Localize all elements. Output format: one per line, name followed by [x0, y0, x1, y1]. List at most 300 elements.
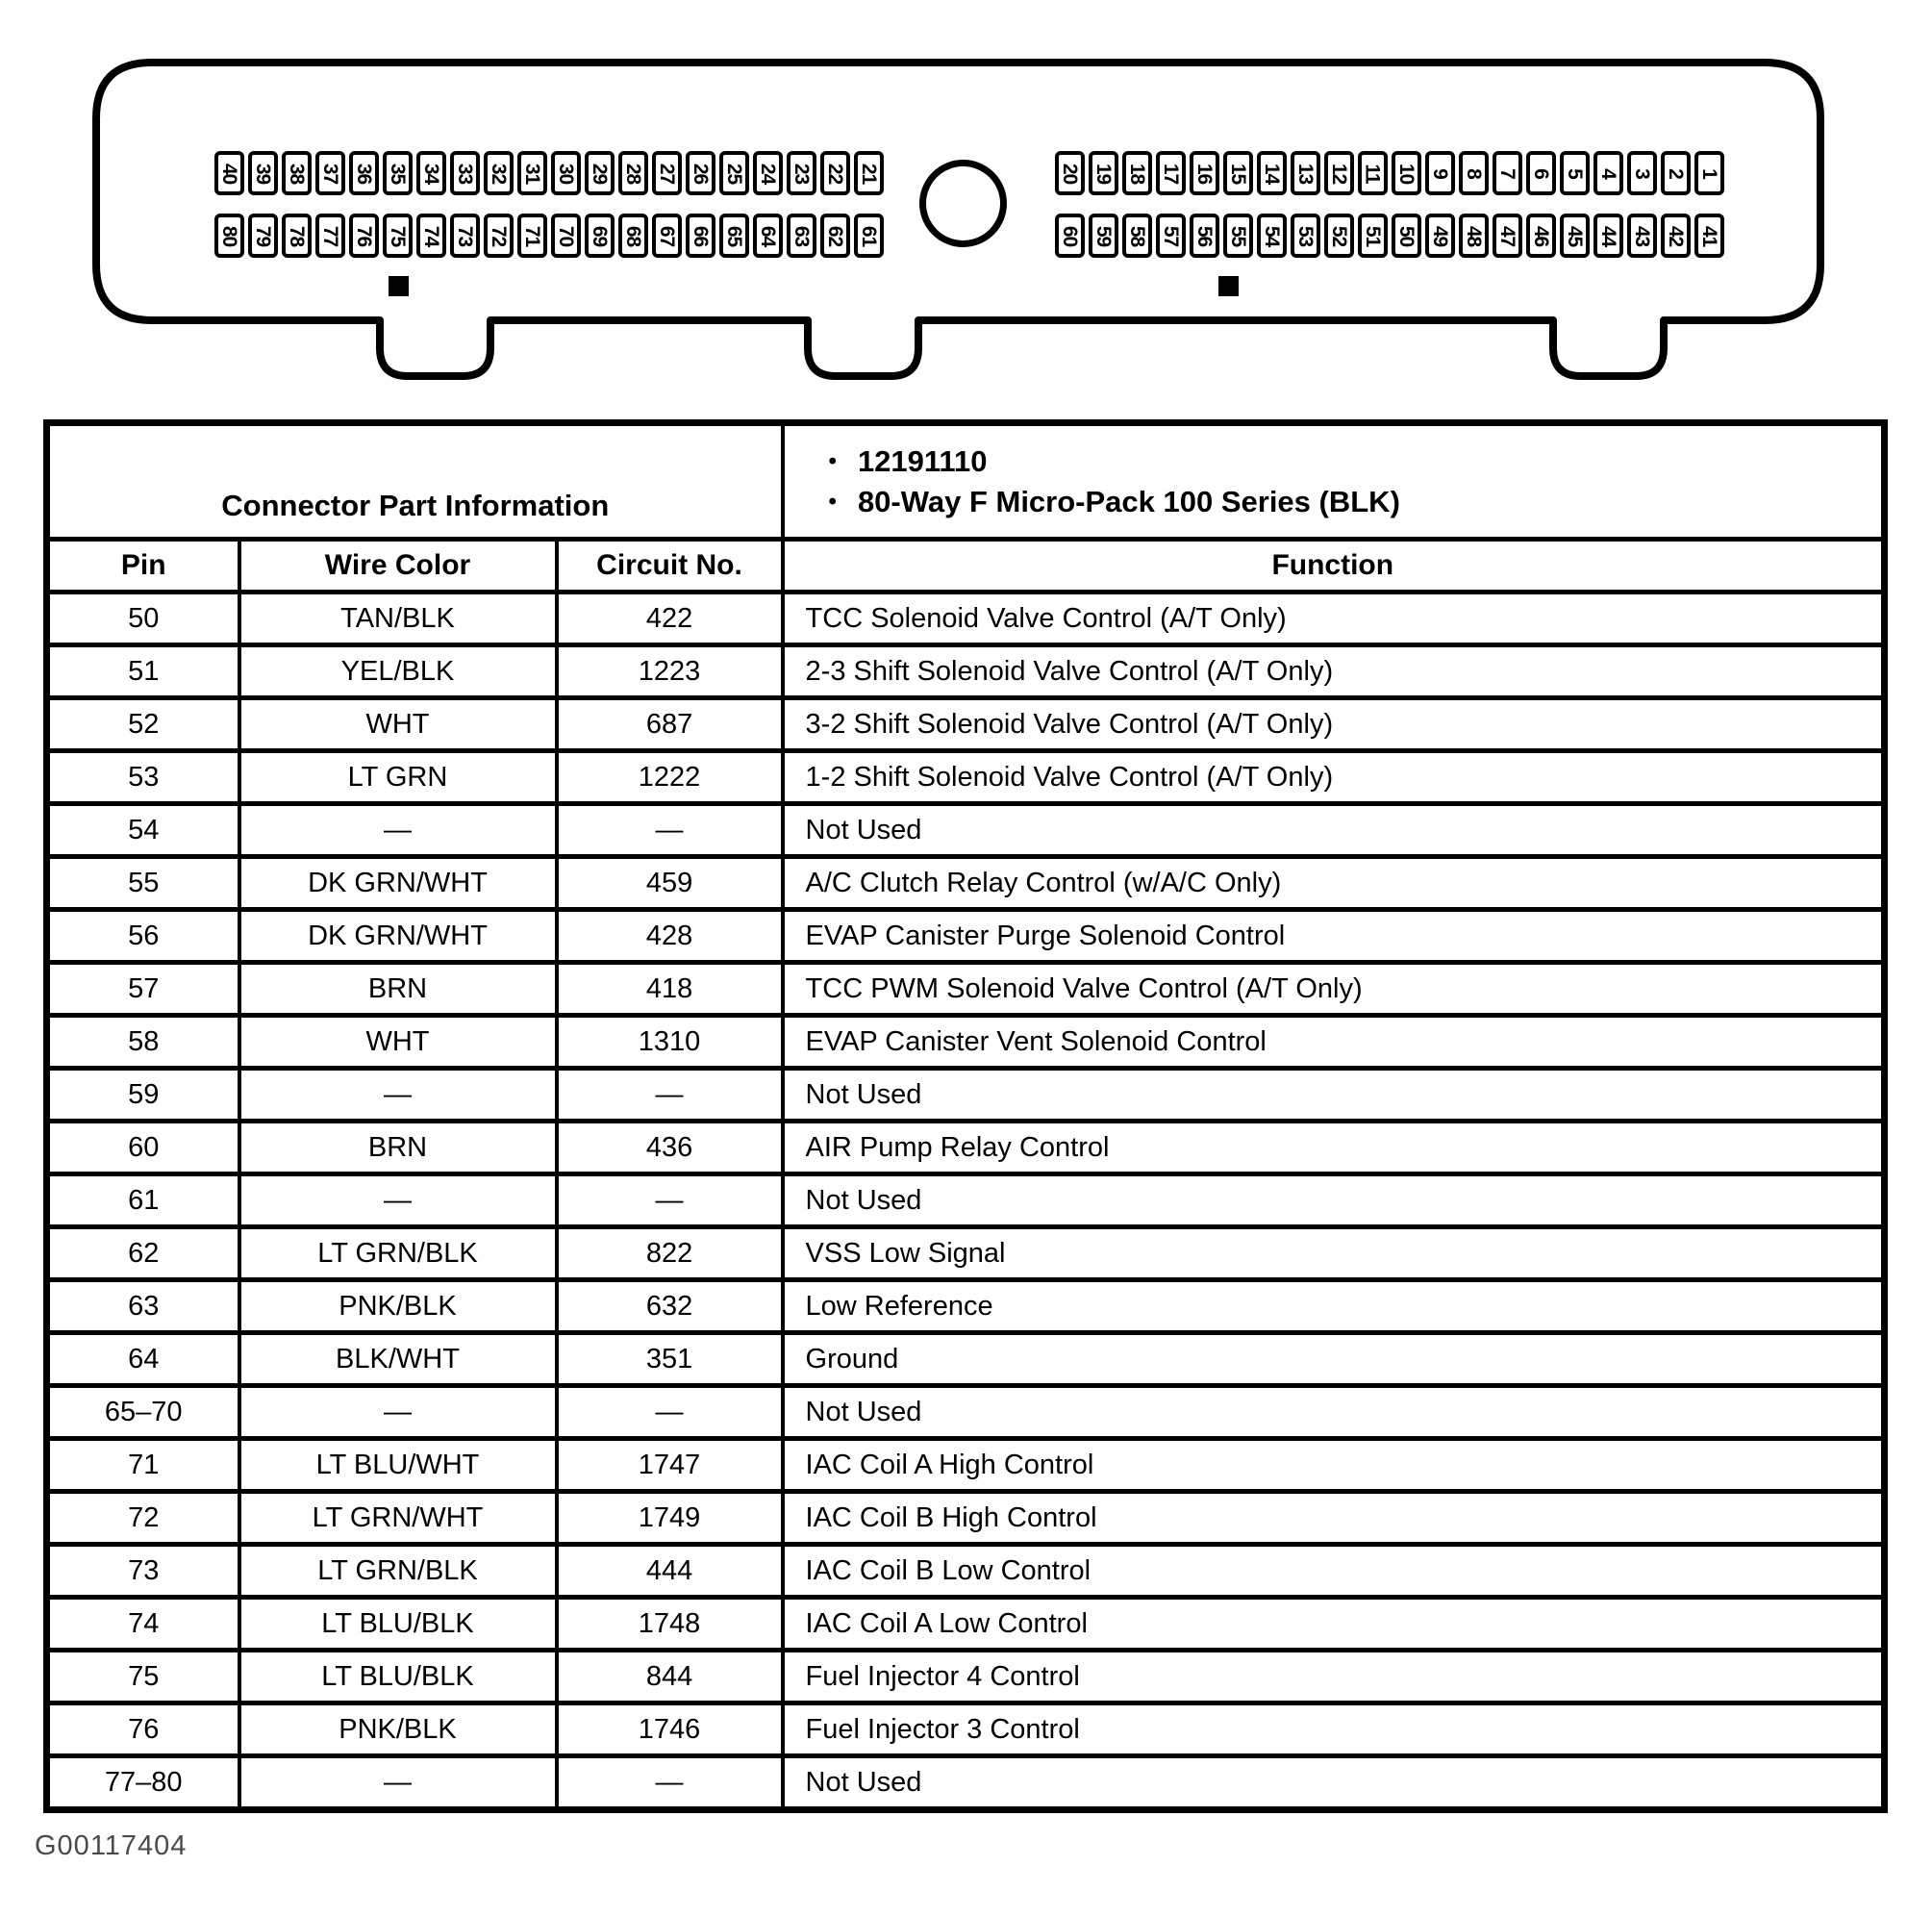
connector-series-line: [829, 487, 1880, 517]
circuit-no-cell: 1222: [557, 751, 783, 804]
pin-number-label: 39: [251, 163, 274, 184]
connector-pin-4: [1593, 151, 1623, 195]
pinout-table-body: [47, 593, 1885, 1810]
function-cell: TCC Solenoid Valve Control (A/T Only): [783, 593, 1885, 645]
pin-number-label: 47: [1495, 225, 1518, 246]
wire-color-cell: WHT: [239, 698, 557, 751]
circuit-no-cell: 1749: [557, 1492, 783, 1545]
connector-pin-59: [1089, 214, 1118, 258]
col-header-wire-color: Wire Color: [239, 540, 557, 593]
connector-pin-37: [315, 151, 345, 195]
connector-pin-60: [1055, 214, 1085, 258]
circuit-no-cell: 436: [557, 1122, 783, 1174]
wire-color-cell: YEL/BLK: [239, 645, 557, 698]
connector-pin-3: [1627, 151, 1657, 195]
connector-pin-8: [1459, 151, 1489, 195]
wire-color-cell: PNK/BLK: [239, 1703, 557, 1756]
pin-cell: 64: [47, 1333, 239, 1386]
pin-number-label: 56: [1192, 225, 1216, 246]
pin-cell: 60: [47, 1122, 239, 1174]
pin-number-label: 54: [1260, 225, 1283, 246]
connector-pin-13: [1291, 151, 1320, 195]
pin-number-label: 43: [1630, 225, 1653, 246]
connector-pin-71: [517, 214, 547, 258]
pin-number-label: 55: [1226, 225, 1249, 246]
col-header-pin: Pin: [47, 540, 239, 593]
connector-pin-48: [1459, 214, 1489, 258]
pinout-row-74: [47, 1598, 1885, 1651]
connector-pin-64: [753, 214, 783, 258]
connector-pin-72: [484, 214, 514, 258]
wire-color-cell: LT BLU/BLK: [239, 1598, 557, 1651]
pin-number-label: 18: [1125, 163, 1148, 184]
wire-color-cell: BRN: [239, 1122, 557, 1174]
connector-pin-46: [1526, 214, 1556, 258]
pin-cell: 52: [47, 698, 239, 751]
connector-diagram: [0, 0, 1932, 414]
pin-number-label: 57: [1159, 225, 1182, 246]
function-cell: TCC PWM Solenoid Valve Control (A/T Only): [783, 963, 1885, 1016]
connector-pin-22: [820, 151, 850, 195]
connector-pin-54: [1257, 214, 1287, 258]
pin-number-label: 23: [790, 163, 813, 184]
pin-number-label: 58: [1125, 225, 1148, 246]
bullet-icon: •: [828, 447, 837, 474]
pin-number-label: 37: [318, 163, 341, 184]
bullet-icon: •: [828, 488, 837, 515]
pin-number-label: 53: [1293, 225, 1317, 246]
connector-pin-34: [416, 151, 446, 195]
pin-cell: 50: [47, 593, 239, 645]
connector-pin-17: [1156, 151, 1186, 195]
wire-color-cell: BLK/WHT: [239, 1333, 557, 1386]
pin-cell: 58: [47, 1016, 239, 1069]
connector-part-number: 12191110: [857, 444, 988, 478]
pinout-row-55: [47, 857, 1885, 910]
pin-cell: 55: [47, 857, 239, 910]
connector-pin-78: [282, 214, 312, 258]
pinout-row-71: [47, 1439, 1885, 1492]
pinout-row-59: [47, 1069, 1885, 1122]
connector-pin-30: [551, 151, 581, 195]
connector-part-number-line: [829, 446, 1880, 476]
connector-pin-28: [618, 151, 648, 195]
function-cell: IAC Coil B Low Control: [783, 1545, 1885, 1598]
wire-color-cell: LT BLU/BLK: [239, 1651, 557, 1703]
pin-number-label: 76: [352, 225, 375, 246]
circuit-no-cell: 822: [557, 1227, 783, 1280]
circuit-no-cell: 1746: [557, 1703, 783, 1756]
function-cell: VSS Low Signal: [783, 1227, 1885, 1280]
pin-cell: 76: [47, 1703, 239, 1756]
function-cell: IAC Coil A High Control: [783, 1439, 1885, 1492]
pin-number-label: 20: [1058, 163, 1081, 184]
pin-number-label: 2: [1665, 167, 1687, 179]
connector-pin-69: [585, 214, 615, 258]
pin-number-label: 35: [386, 163, 409, 184]
wire-color-cell: LT GRN/WHT: [239, 1492, 557, 1545]
circuit-no-cell: 1747: [557, 1439, 783, 1492]
wire-color-cell: TAN/BLK: [239, 593, 557, 645]
connector-series-label: 80-Way F Micro-Pack 100 Series (BLK): [857, 485, 1400, 518]
wire-color-cell: LT GRN/BLK: [239, 1545, 557, 1598]
connector-pin-39: [248, 151, 278, 195]
pinout-row-54: [47, 804, 1885, 857]
connector-pin-77: [315, 214, 345, 258]
wire-color-cell: PNK/BLK: [239, 1280, 557, 1333]
connector-pin-12: [1324, 151, 1354, 195]
pin-number-label: 17: [1159, 163, 1182, 184]
pin-number-label: 29: [588, 163, 611, 184]
pin-number-label: 51: [1361, 225, 1384, 246]
circuit-no-cell: 459: [557, 857, 783, 910]
connector-pin-47: [1493, 214, 1522, 258]
pin-number-label: 69: [588, 225, 611, 246]
index-marker-left: [389, 276, 409, 296]
circuit-no-cell: 1310: [557, 1016, 783, 1069]
pin-number-label: 75: [386, 225, 409, 246]
pin-cell: 75: [47, 1651, 239, 1703]
pinout-row-64: [47, 1333, 1885, 1386]
connector-pin-23: [787, 151, 816, 195]
pinout-row-52: [47, 698, 1885, 751]
pin-number-label: 63: [790, 225, 813, 246]
connector-pin-21: [854, 151, 884, 195]
pin-cell: 54: [47, 804, 239, 857]
circuit-no-cell: 418: [557, 963, 783, 1016]
circuit-no-cell: 351: [557, 1333, 783, 1386]
wire-color-cell: LT BLU/WHT: [239, 1439, 557, 1492]
pin-number-label: 4: [1597, 167, 1619, 179]
pin-number-label: 70: [554, 225, 577, 246]
pin-number-label: 44: [1596, 225, 1619, 246]
pin-number-label: 5: [1564, 167, 1586, 179]
pin-number-label: 9: [1429, 167, 1451, 179]
circuit-no-cell: —: [557, 1386, 783, 1439]
pin-number-label: 10: [1394, 163, 1418, 184]
pinout-row-62: [47, 1227, 1885, 1280]
pin-number-label: 25: [722, 163, 745, 184]
index-marker-right: [1218, 276, 1239, 296]
connector-pin-43: [1627, 214, 1657, 258]
wire-color-cell: —: [239, 1756, 557, 1810]
pin-cell: 73: [47, 1545, 239, 1598]
pin-row-left-top: [214, 151, 884, 195]
wire-color-cell: DK GRN/WHT: [239, 910, 557, 963]
pin-number-label: 77: [318, 225, 341, 246]
circuit-no-cell: 428: [557, 910, 783, 963]
pinout-row-75: [47, 1651, 1885, 1703]
wire-color-cell: LT GRN: [239, 751, 557, 804]
connector-pin-36: [349, 151, 379, 195]
connector-pin-7: [1493, 151, 1522, 195]
connector-pin-1: [1694, 151, 1724, 195]
connector-pin-61: [854, 214, 884, 258]
col-header-function: Function: [783, 540, 1885, 593]
pin-number-label: 16: [1192, 163, 1216, 184]
pin-number-label: 67: [655, 225, 678, 246]
function-cell: 2-3 Shift Solenoid Valve Control (A/T Only): [783, 645, 1885, 698]
connector-pin-40: [214, 151, 244, 195]
figure-code: G00117404: [35, 1830, 188, 1861]
pin-cell: 72: [47, 1492, 239, 1545]
pinout-row-76: [47, 1703, 1885, 1756]
connector-pin-27: [652, 151, 682, 195]
connector-pin-49: [1425, 214, 1455, 258]
connector-pin-19: [1089, 151, 1118, 195]
pin-number-label: 32: [487, 163, 510, 184]
circuit-no-cell: 444: [557, 1545, 783, 1598]
connector-pin-63: [787, 214, 816, 258]
pinout-row-61: [47, 1174, 1885, 1227]
pin-number-label: 50: [1394, 225, 1418, 246]
pin-number-label: 59: [1091, 225, 1115, 246]
circuit-no-cell: —: [557, 1069, 783, 1122]
pin-cell: 77–80: [47, 1756, 239, 1810]
connector-pin-25: [719, 151, 749, 195]
pin-cell: 71: [47, 1439, 239, 1492]
connector-pin-11: [1358, 151, 1388, 195]
connector-pin-14: [1257, 151, 1287, 195]
pin-number-label: 22: [823, 163, 846, 184]
pin-number-label: 73: [453, 225, 476, 246]
circuit-no-cell: —: [557, 804, 783, 857]
connector-pin-70: [551, 214, 581, 258]
connector-pin-79: [248, 214, 278, 258]
pin-number-label: 33: [453, 163, 476, 184]
pin-cell: 57: [47, 963, 239, 1016]
connector-pin-56: [1190, 214, 1219, 258]
pinout-row-51: [47, 645, 1885, 698]
pin-cell: 65–70: [47, 1386, 239, 1439]
pin-number-label: 66: [689, 225, 712, 246]
connector-pin-5: [1560, 151, 1590, 195]
pinout-row-58: [47, 1016, 1885, 1069]
circuit-no-cell: 687: [557, 698, 783, 751]
function-cell: Ground: [783, 1333, 1885, 1386]
pinout-row-63: [47, 1280, 1885, 1333]
pin-number-label: 7: [1496, 167, 1518, 179]
wire-color-cell: LT GRN/BLK: [239, 1227, 557, 1280]
pin-number-label: 45: [1563, 225, 1586, 246]
function-cell: Fuel Injector 3 Control: [783, 1703, 1885, 1756]
pin-cell: 51: [47, 645, 239, 698]
pin-number-label: 28: [621, 163, 644, 184]
pin-number-label: 34: [419, 163, 442, 184]
pin-number-label: 24: [756, 163, 779, 184]
pinout-row-65–70: [47, 1386, 1885, 1439]
pin-number-label: 78: [285, 225, 308, 246]
function-cell: Low Reference: [783, 1280, 1885, 1333]
function-cell: Not Used: [783, 1174, 1885, 1227]
function-cell: IAC Coil B High Control: [783, 1492, 1885, 1545]
wire-color-cell: —: [239, 1069, 557, 1122]
connector-pin-52: [1324, 214, 1354, 258]
connector-pin-50: [1392, 214, 1421, 258]
function-cell: Not Used: [783, 1756, 1885, 1810]
col-header-circuit-no: Circuit No.: [557, 540, 783, 593]
pin-number-label: 52: [1327, 225, 1350, 246]
pin-number-label: 41: [1697, 225, 1720, 246]
pin-number-label: 42: [1664, 225, 1687, 246]
pin-number-label: 38: [285, 163, 308, 184]
pin-number-label: 80: [217, 225, 240, 246]
pin-number-label: 49: [1428, 225, 1451, 246]
connector-pin-58: [1122, 214, 1152, 258]
connector-pin-53: [1291, 214, 1320, 258]
circuit-no-cell: —: [557, 1756, 783, 1810]
pin-number-label: 1: [1698, 167, 1720, 179]
pin-cell: 74: [47, 1598, 239, 1651]
connector-pin-15: [1223, 151, 1253, 195]
connector-pin-76: [349, 214, 379, 258]
wire-color-cell: —: [239, 804, 557, 857]
connector-pin-66: [686, 214, 715, 258]
wire-color-cell: WHT: [239, 1016, 557, 1069]
pinout-row-56: [47, 910, 1885, 963]
connector-pin-9: [1425, 151, 1455, 195]
function-cell: AIR Pump Relay Control: [783, 1122, 1885, 1174]
pin-number-label: 61: [857, 225, 880, 246]
connector-pin-16: [1190, 151, 1219, 195]
pin-number-label: 62: [823, 225, 846, 246]
connector-pin-75: [383, 214, 413, 258]
pinout-row-73: [47, 1545, 1885, 1598]
function-cell: IAC Coil A Low Control: [783, 1598, 1885, 1651]
connector-pin-18: [1122, 151, 1152, 195]
function-cell: Not Used: [783, 804, 1885, 857]
circuit-no-cell: 632: [557, 1280, 783, 1333]
function-cell: 3-2 Shift Solenoid Valve Control (A/T Only): [783, 698, 1885, 751]
function-cell: Not Used: [783, 1069, 1885, 1122]
connector-part-details: [783, 423, 1885, 540]
function-cell: EVAP Canister Purge Solenoid Control: [783, 910, 1885, 963]
connector-info-row: [47, 423, 1885, 540]
connector-pin-38: [282, 151, 312, 195]
function-cell: 1-2 Shift Solenoid Valve Control (A/T Only): [783, 751, 1885, 804]
pin-number-label: 3: [1631, 167, 1653, 179]
connector-pin-33: [450, 151, 480, 195]
connector-pin-32: [484, 151, 514, 195]
connector-pin-26: [686, 151, 715, 195]
column-header-row: [47, 540, 1885, 593]
connector-pin-2: [1661, 151, 1691, 195]
pin-cell: 62: [47, 1227, 239, 1280]
connector-pin-62: [820, 214, 850, 258]
wire-color-cell: —: [239, 1386, 557, 1439]
pinout-row-72: [47, 1492, 1885, 1545]
circuit-no-cell: 422: [557, 593, 783, 645]
connector-pin-45: [1560, 214, 1590, 258]
pinout-row-53: [47, 751, 1885, 804]
circuit-no-cell: 844: [557, 1651, 783, 1703]
pin-number-label: 12: [1327, 163, 1350, 184]
pin-number-label: 46: [1529, 225, 1552, 246]
pin-number-label: 40: [217, 163, 240, 184]
pin-number-label: 8: [1463, 167, 1485, 179]
pinout-row-57: [47, 963, 1885, 1016]
pin-cell: 61: [47, 1174, 239, 1227]
connector-pin-20: [1055, 151, 1085, 195]
connector-part-information-label: Connector Part Information: [47, 423, 783, 540]
connector-pin-41: [1694, 214, 1724, 258]
function-cell: Not Used: [783, 1386, 1885, 1439]
connector-pin-73: [450, 214, 480, 258]
connector-keyway-circle: [919, 160, 1007, 247]
function-cell: Fuel Injector 4 Control: [783, 1651, 1885, 1703]
connector-pin-44: [1593, 214, 1623, 258]
connector-pin-29: [585, 151, 615, 195]
connector-pin-55: [1223, 214, 1253, 258]
pin-number-label: 68: [621, 225, 644, 246]
pin-number-label: 65: [722, 225, 745, 246]
connector-pin-80: [214, 214, 244, 258]
pin-number-label: 6: [1530, 167, 1552, 179]
connector-pin-31: [517, 151, 547, 195]
connector-pin-67: [652, 214, 682, 258]
pin-number-label: 26: [689, 163, 712, 184]
pin-row-left-bottom: [214, 214, 884, 258]
circuit-no-cell: 1223: [557, 645, 783, 698]
pin-cell: 63: [47, 1280, 239, 1333]
connector-pin-42: [1661, 214, 1691, 258]
pin-number-label: 60: [1058, 225, 1081, 246]
connector-pin-6: [1526, 151, 1556, 195]
pinout-row-50: [47, 593, 1885, 645]
pin-row-right-top: [1055, 151, 1724, 195]
connector-pin-65: [719, 214, 749, 258]
pin-number-label: 36: [352, 163, 375, 184]
pin-number-label: 64: [756, 225, 779, 246]
pin-number-label: 15: [1226, 163, 1249, 184]
connector-pin-57: [1156, 214, 1186, 258]
connector-pinout-table: [43, 419, 1888, 1813]
pin-number-label: 79: [251, 225, 274, 246]
pin-number-label: 27: [655, 163, 678, 184]
connector-pin-24: [753, 151, 783, 195]
pin-number-label: 14: [1260, 163, 1283, 184]
wire-color-cell: DK GRN/WHT: [239, 857, 557, 910]
pinout-row-60: [47, 1122, 1885, 1174]
pin-number-label: 11: [1361, 163, 1384, 184]
pin-number-label: 19: [1091, 163, 1115, 184]
pin-number-label: 31: [520, 163, 543, 184]
connector-pin-74: [416, 214, 446, 258]
function-cell: EVAP Canister Vent Solenoid Control: [783, 1016, 1885, 1069]
circuit-no-cell: —: [557, 1174, 783, 1227]
pin-row-right-bottom: [1055, 214, 1724, 258]
connector-pin-10: [1392, 151, 1421, 195]
connector-pin-35: [383, 151, 413, 195]
pin-cell: 53: [47, 751, 239, 804]
wire-color-cell: —: [239, 1174, 557, 1227]
pin-number-label: 21: [857, 163, 880, 184]
pin-number-label: 72: [487, 225, 510, 246]
pin-number-label: 71: [520, 225, 543, 246]
connector-pin-68: [618, 214, 648, 258]
pin-cell: 56: [47, 910, 239, 963]
pin-number-label: 48: [1462, 225, 1485, 246]
circuit-no-cell: 1748: [557, 1598, 783, 1651]
pinout-row-77–80: [47, 1756, 1885, 1810]
pin-number-label: 30: [554, 163, 577, 184]
function-cell: A/C Clutch Relay Control (w/A/C Only): [783, 857, 1885, 910]
pin-cell: 59: [47, 1069, 239, 1122]
connector-pin-51: [1358, 214, 1388, 258]
pin-number-label: 13: [1293, 163, 1317, 184]
wire-color-cell: BRN: [239, 963, 557, 1016]
pin-number-label: 74: [419, 225, 442, 246]
